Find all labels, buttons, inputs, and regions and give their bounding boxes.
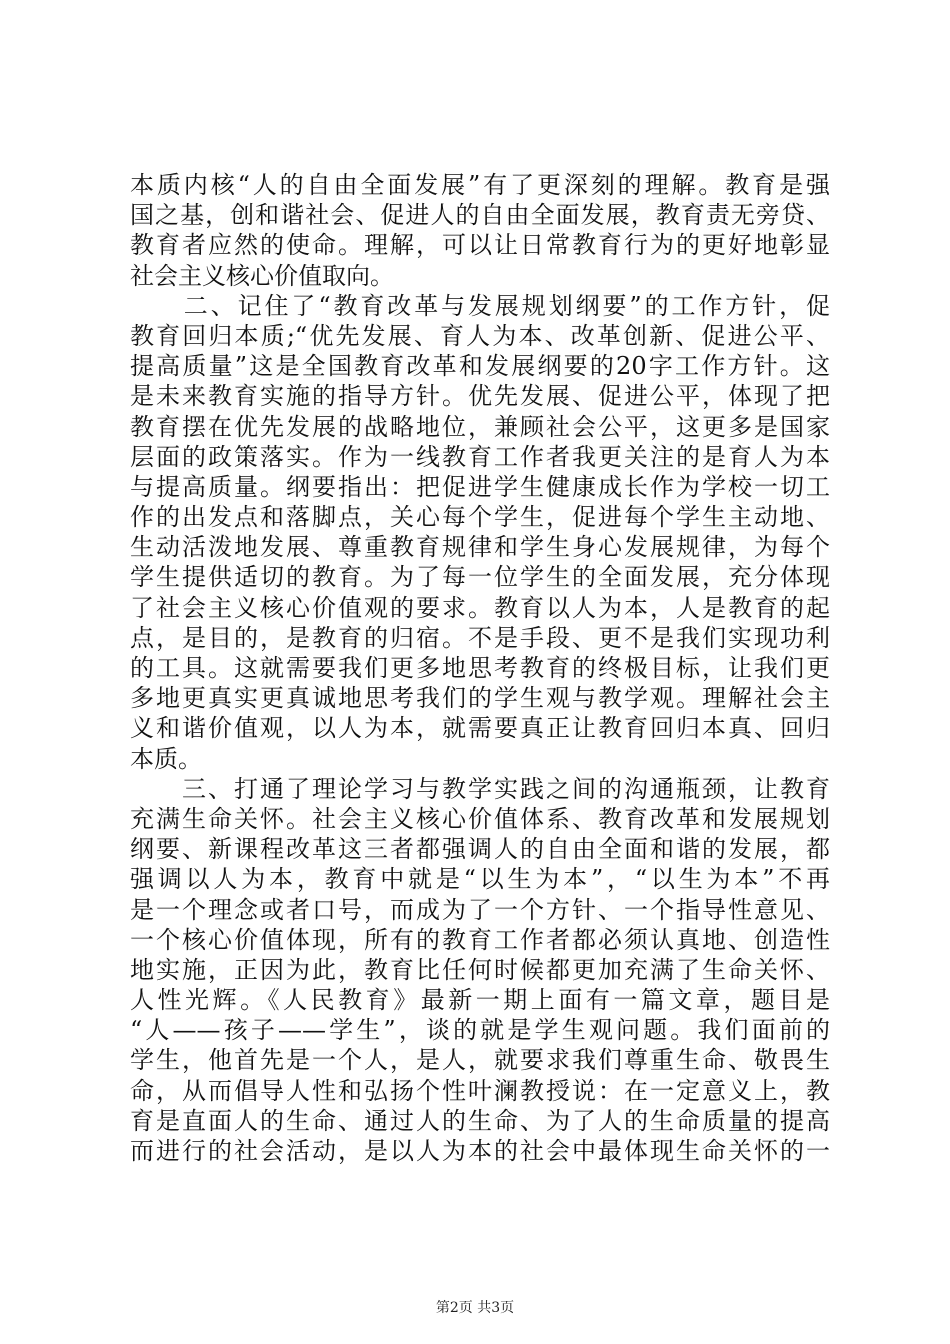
text-line: 人性光辉。《人民教育》最新一期上面有一篇文章，题目是: [130, 986, 830, 1015]
text-line: 社会主义核心价值取向。: [130, 261, 394, 290]
text-line: 与提高质量。纲要指出：把促进学生健康成长作为学校一切工: [130, 472, 830, 501]
text-line: 层面的政策落实。作为一线教育工作者我更关注的是育人为本: [130, 442, 830, 471]
text-line: 提高质量”这是全国教育改革和发展纲要的20字工作方针。这: [130, 352, 830, 381]
text-line: 作的出发点和落脚点，关心每个学生，促进每个学生主动地、: [130, 503, 830, 532]
text-line: “人——孩子——学生”，谈的就是学生观问题。我们面前的: [130, 1016, 830, 1045]
text-line: 国之基，创和谐社会、促进人的自由全面发展，教育责无旁贷、: [130, 201, 830, 230]
text-line: 生动活泼地发展、尊重教育规律和学生身心发展规律，为每个: [130, 533, 830, 562]
document-body: [130, 170, 830, 1166]
text-line: 三、打通了理论学习与教学实践之间的沟通瓶颈，让教育: [130, 774, 830, 803]
text-line: 地实施，正因为此，教育比任何时候都更加充满了生命关怀、: [130, 955, 830, 984]
text-line: 育是直面人的生命、通过人的生命、为了人的生命质量的提高: [130, 1106, 830, 1135]
text-line: 了社会主义核心价值观的要求。教育以人为本，人是教育的起: [130, 593, 830, 622]
text-line: 强调以人为本，教育中就是“以生为本”，“以生为本”不再: [130, 865, 830, 894]
text-line: 教育回归本质;“优先发展、育人为本、改革创新、促进公平、: [130, 321, 830, 350]
text-line: 本质。: [130, 744, 202, 773]
text-line: 学生提供适切的教育。为了每一位学生的全面发展，充分体现: [130, 563, 830, 592]
text-line: 点，是目的，是教育的归宿。不是手段、更不是我们实现功利: [130, 623, 830, 652]
text-line: 纲要、新课程改革这三者都强调人的自由全面和谐的发展，都: [130, 835, 830, 864]
text-line: 是未来教育实施的指导方针。优先发展、促进公平，体现了把: [130, 382, 830, 411]
text-line: 义和谐价值观，以人为本，就需要真正让教育回归本真、回归: [130, 714, 830, 743]
text-line: 多地更真实更真诚地思考我们的学生观与教学观。理解社会主: [130, 684, 830, 713]
text-line: 本质内核“人的自由全面发展”有了更深刻的理解。教育是强: [130, 171, 830, 199]
text-line: 二、记住了“教育改革与发展规划纲要”的工作方针，促: [130, 291, 830, 320]
text-line: 是一个理念或者口号，而成为了一个方针、一个指导性意见、: [130, 895, 830, 924]
text-line: 的工具。这就需要我们更多地思考教育的终极目标，让我们更: [130, 654, 830, 682]
text-line: 充满生命关怀。社会主义核心价值体系、教育改革和发展规划: [130, 804, 830, 833]
text-line: 学生，他首先是一个人，是人，就要求我们尊重生命、敬畏生: [130, 1046, 830, 1075]
text-line: 教育摆在优先发展的战略地位，兼顾社会公平，这更多是国家: [130, 412, 830, 441]
text-line: 命，从而倡导人性和弘扬个性叶澜教授说：在一定意义上，教: [130, 1076, 830, 1105]
text-line: 而进行的社会活动，是以人为本的社会中最体现生命关怀的一: [130, 1137, 830, 1165]
page-footer: 第2页 共3页: [435, 1300, 515, 1316]
text-line: 一个核心价值体现，所有的教育工作者都必须认真地、创造性: [130, 925, 830, 954]
text-line: 教育者应然的使命。理解，可以让日常教育行为的更好地彰显: [130, 231, 830, 260]
